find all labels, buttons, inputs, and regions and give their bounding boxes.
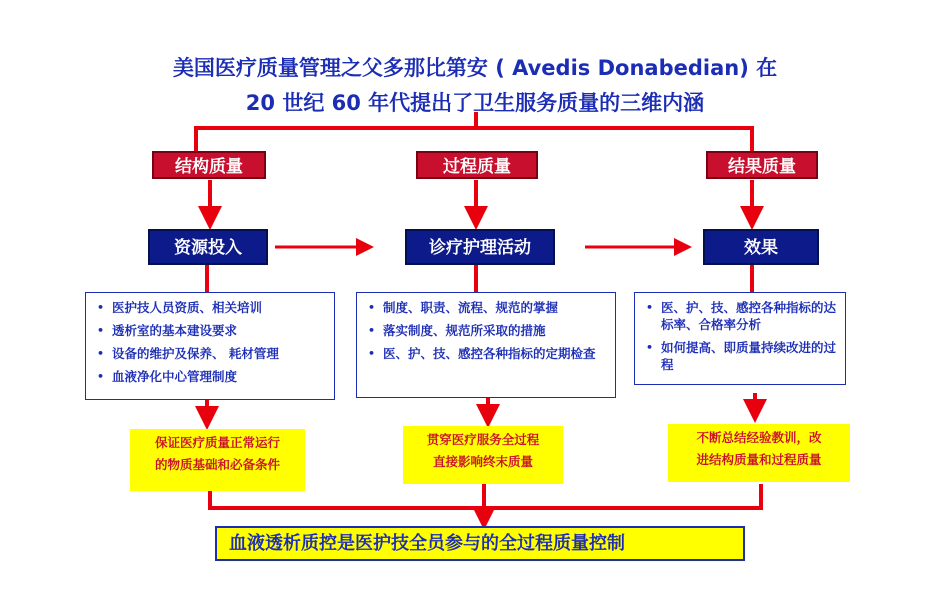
list-item: • 透析室的基本建设要求: [92, 322, 328, 339]
list-structure-items: [85, 292, 335, 400]
list-outcome-items: [634, 292, 846, 385]
header-process-quality: 过程质量: [416, 151, 538, 179]
note-line: 进结构质量和过程质量: [696, 452, 822, 467]
node-resource-input: 资源投入: [148, 229, 268, 265]
title-line-2: 20 世纪 60 年代提出了卫生服务质量的三维内涵: [245, 91, 705, 115]
list-item: • 血液净化中心管理制度: [92, 368, 328, 385]
note-outcome: [668, 424, 850, 482]
note-structure: [130, 429, 305, 491]
node-effect: 效果: [703, 229, 819, 265]
node-care-activities: 诊疗护理活动: [405, 229, 555, 265]
top-bracket-line: [196, 112, 752, 153]
header-outcome-quality: 结果质量: [706, 151, 818, 179]
list-item: • 设备的维护及保养、 耗材管理: [92, 345, 328, 362]
list-item: • 如何提高、即质量持续改进的过程: [641, 339, 839, 373]
list-item: • 医护技人员资质、相关培训: [92, 299, 328, 316]
title-line-1: 美国医疗质量管理之父多那比第安 ( Avedis Donabedian) 在: [172, 56, 778, 80]
note-line: 贯穿医疗服务全过程: [426, 432, 540, 447]
list-item: • 医、护、技、感控各种指标的定期检查: [363, 345, 609, 362]
list-item: • 医、护、技、感控各种指标的达标率、合格率分析: [641, 299, 839, 333]
note-line: 保证医疗质量正常运行: [154, 435, 280, 450]
note-line: 直接影响终末质量: [432, 454, 533, 469]
list-item: • 落实制度、规范所采取的措施: [363, 322, 609, 339]
list-item: • 制度、职责、流程、规范的掌握: [363, 299, 609, 316]
note-process: [403, 426, 563, 484]
conclusion-banner: 血液透析质控是医护技全员参与的全过程质量控制: [215, 526, 745, 561]
header-structure-quality: 结构质量: [152, 151, 266, 179]
note-line: 不断总结经验教训，改: [696, 430, 822, 445]
note-line: 的物质基础和必备条件: [154, 457, 280, 472]
list-process-items: [356, 292, 616, 398]
